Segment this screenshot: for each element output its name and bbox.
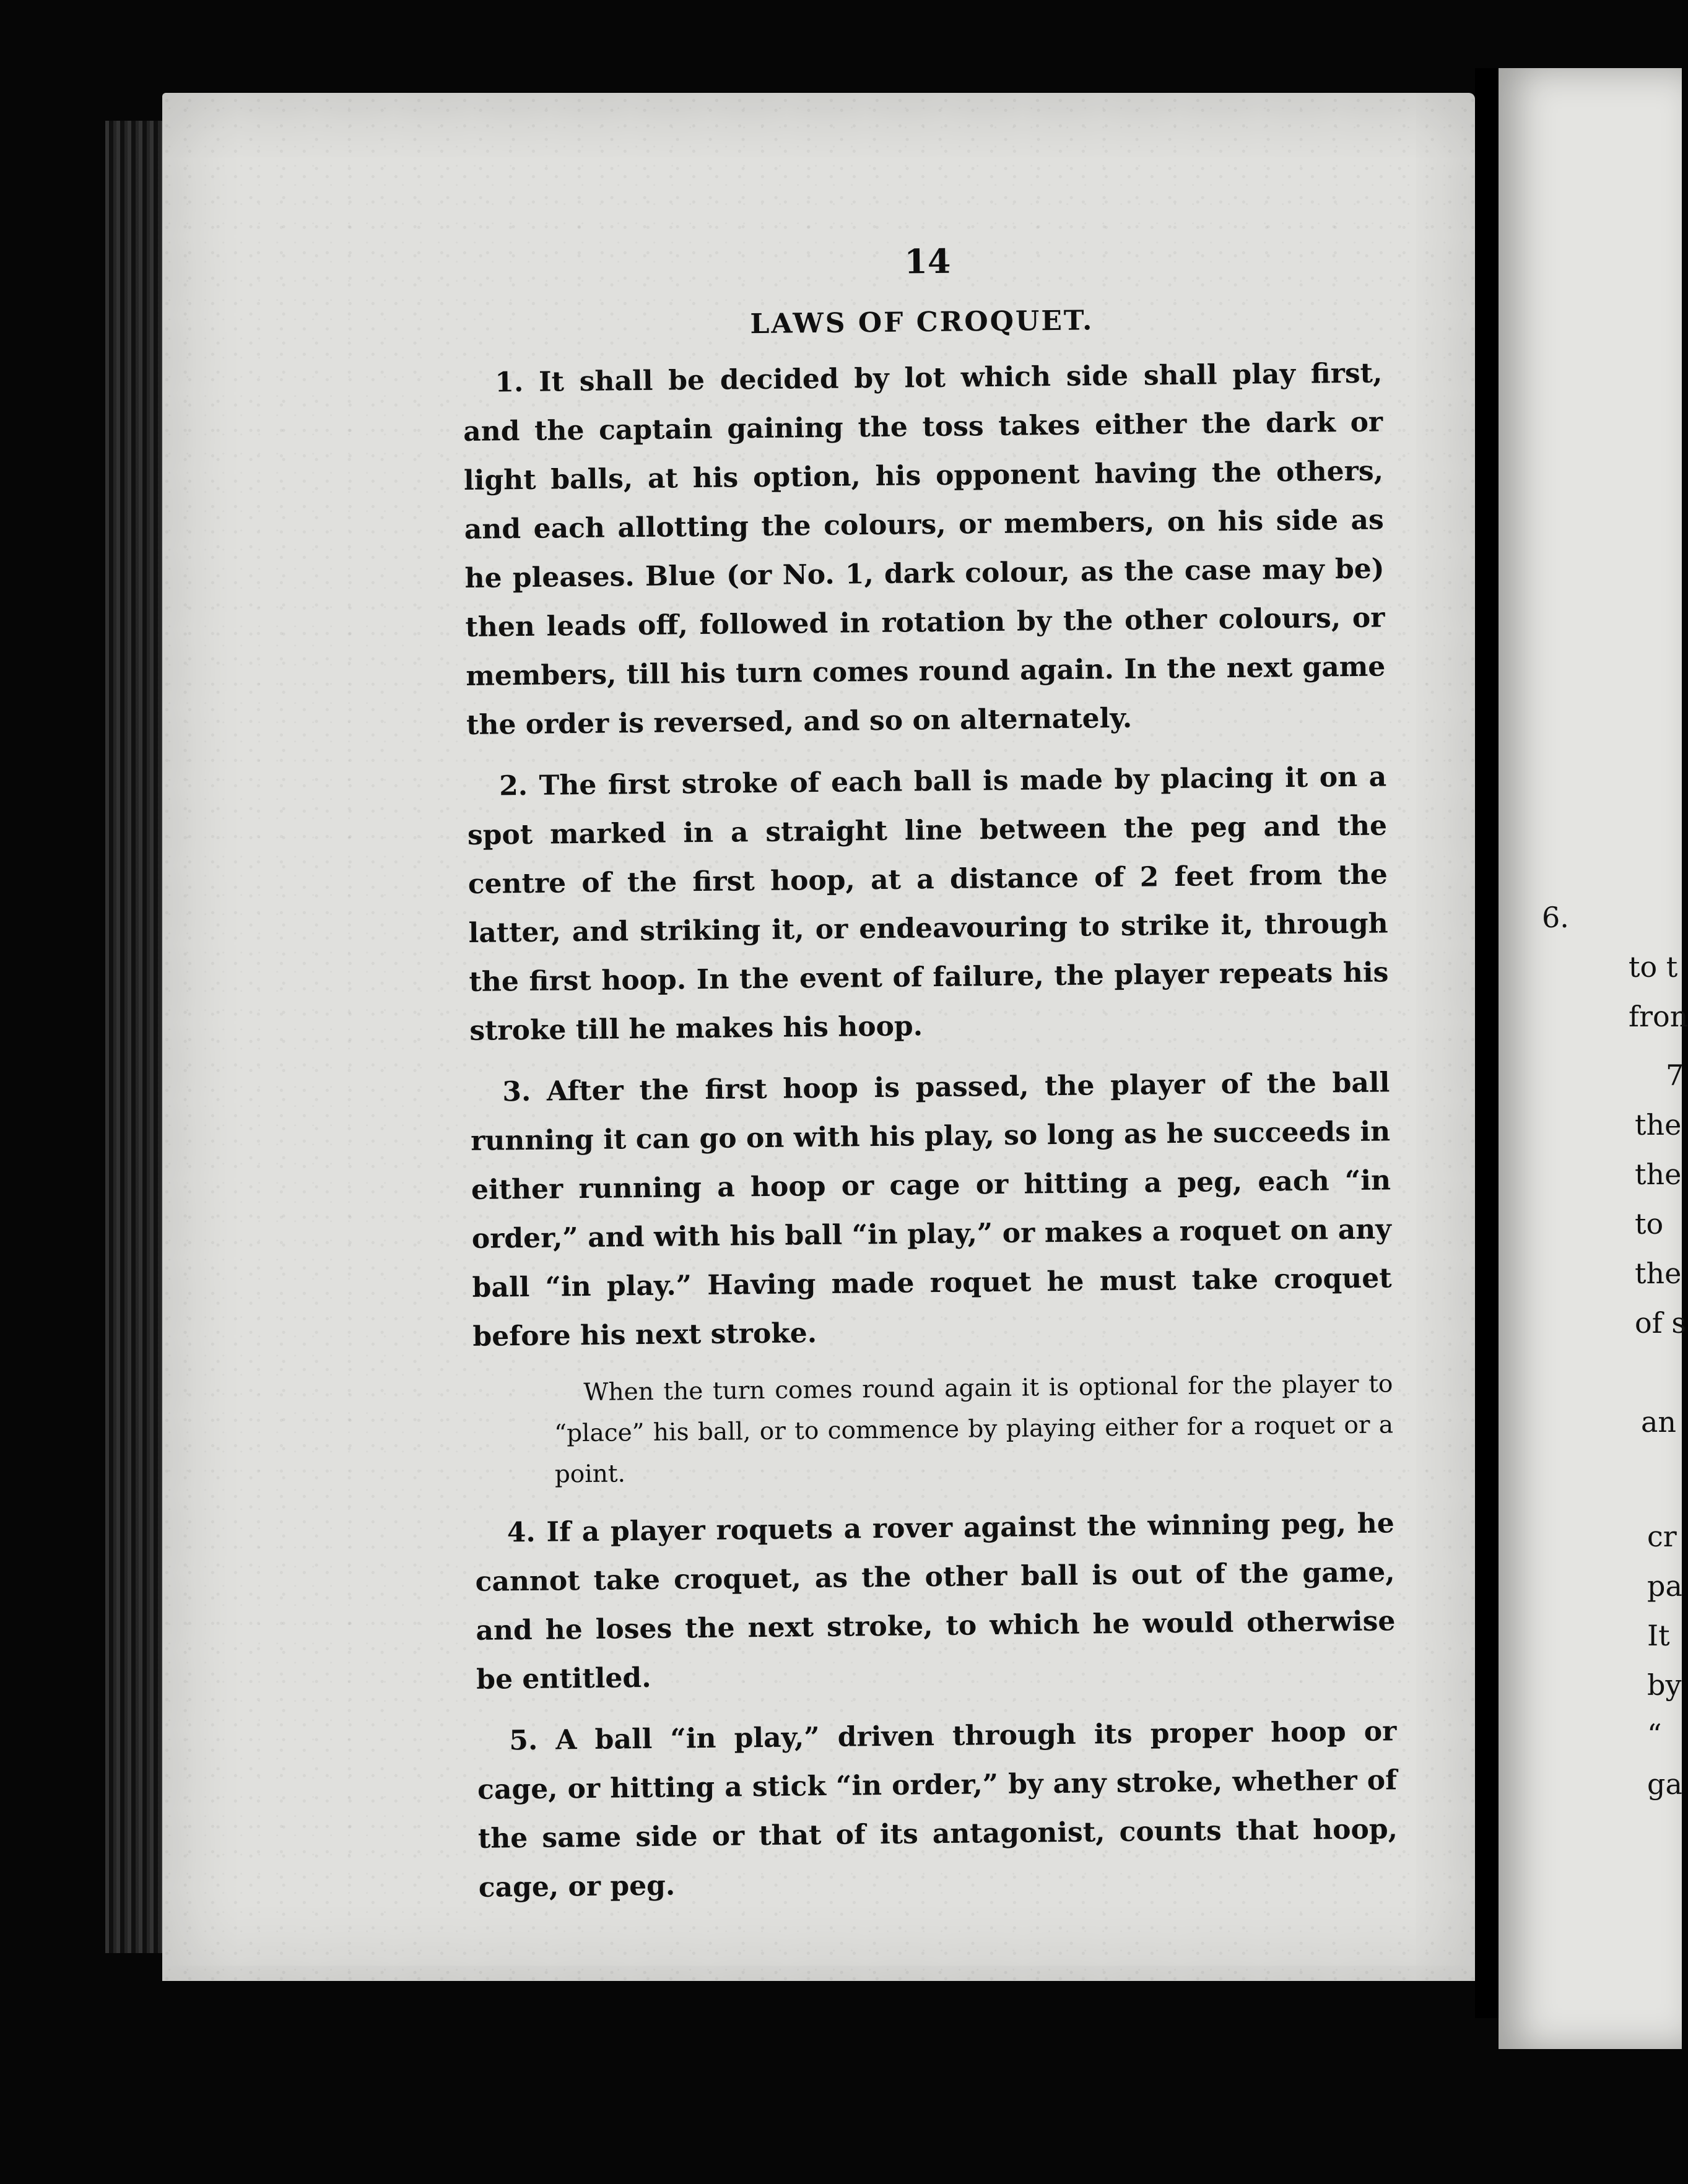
facing-fragment: pa <box>1647 1569 1682 1603</box>
facing-fragment: the <box>1635 1158 1682 1191</box>
facing-fragment: an <box>1641 1405 1677 1439</box>
law-2: 2. The first stroke of each ball is made by placing it on a spot marked in a straight line between the peg and the centre of the first hoop, at a distance of 2 feet from the latter, and striking it, or endeavouring to strike it, through the first hoop. In the event of failure, the player repeats his stroke till he makes his hoop. <box>467 761 1389 1047</box>
law-4: 4. If a player roquets a rover against the winning peg, he cannot take croquet, as the other ball is out of the game, and he loses the next stroke, to which he would otherwise be entitled. <box>475 1507 1396 1696</box>
facing-page-edge <box>1499 68 1688 2049</box>
page-number: 14 <box>903 241 951 282</box>
facing-fragment: “ <box>1647 1718 1662 1751</box>
facing-fragment: cr <box>1647 1520 1677 1553</box>
facing-fragment: to <box>1635 1207 1664 1241</box>
book-spine-edge <box>105 121 170 1953</box>
page-text-block <box>461 235 1398 1924</box>
facing-fragment: the <box>1635 1108 1682 1142</box>
facing-fragment: by <box>1647 1668 1682 1702</box>
facing-fragment: ga <box>1647 1767 1682 1801</box>
facing-fragment: 6. <box>1542 901 1569 934</box>
facing-fragment: the <box>1635 1257 1682 1290</box>
law-5: 5. A ball “in play,” driven through its proper hoop or cage, or hitting a stick “in order,” by any stroke, whether of the same side or that of its antagonist, counts that hoop, cage, or peg. <box>477 1715 1398 1904</box>
law-3: 3. After the first hoop is passed, the player of the ball running it can go on with his play, so long as he succeeds in either running a hoop or cage or hitting a peg, each “in order,” and with his ball “in play,” or makes a roquet on any ball “in play.” Having made roquet he must take croquet before his next stroke. <box>470 1067 1392 1353</box>
law-3-note: When the turn comes round again it is optional for the player to “place” his ball, or to commence by playing either for a roquet or a point. <box>554 1370 1394 1489</box>
facing-fragment: fron <box>1629 1000 1688 1033</box>
page-title: LAWS OF CROQUET. <box>750 305 1094 340</box>
law-1: 1. It shall be decided by lot which side shall play first, and the captain gaining the toss takes either the dark or light balls, at his option, his opponent having the others, and each allotting the colours, or members, on his side as he pleases. Blue (or No. 1, dark colour, as the case may be) then leads off, followed in rotation by the other colours, or members, till his turn comes round again. In the next game the order is reversed, and so on alternately. <box>463 357 1386 741</box>
page-gutter <box>1475 68 1499 2018</box>
facing-fragment: of s <box>1635 1306 1686 1340</box>
facing-fragment: 7 <box>1666 1059 1684 1092</box>
facing-fragment: It <box>1647 1619 1670 1652</box>
facing-fragment: to t <box>1629 950 1678 984</box>
